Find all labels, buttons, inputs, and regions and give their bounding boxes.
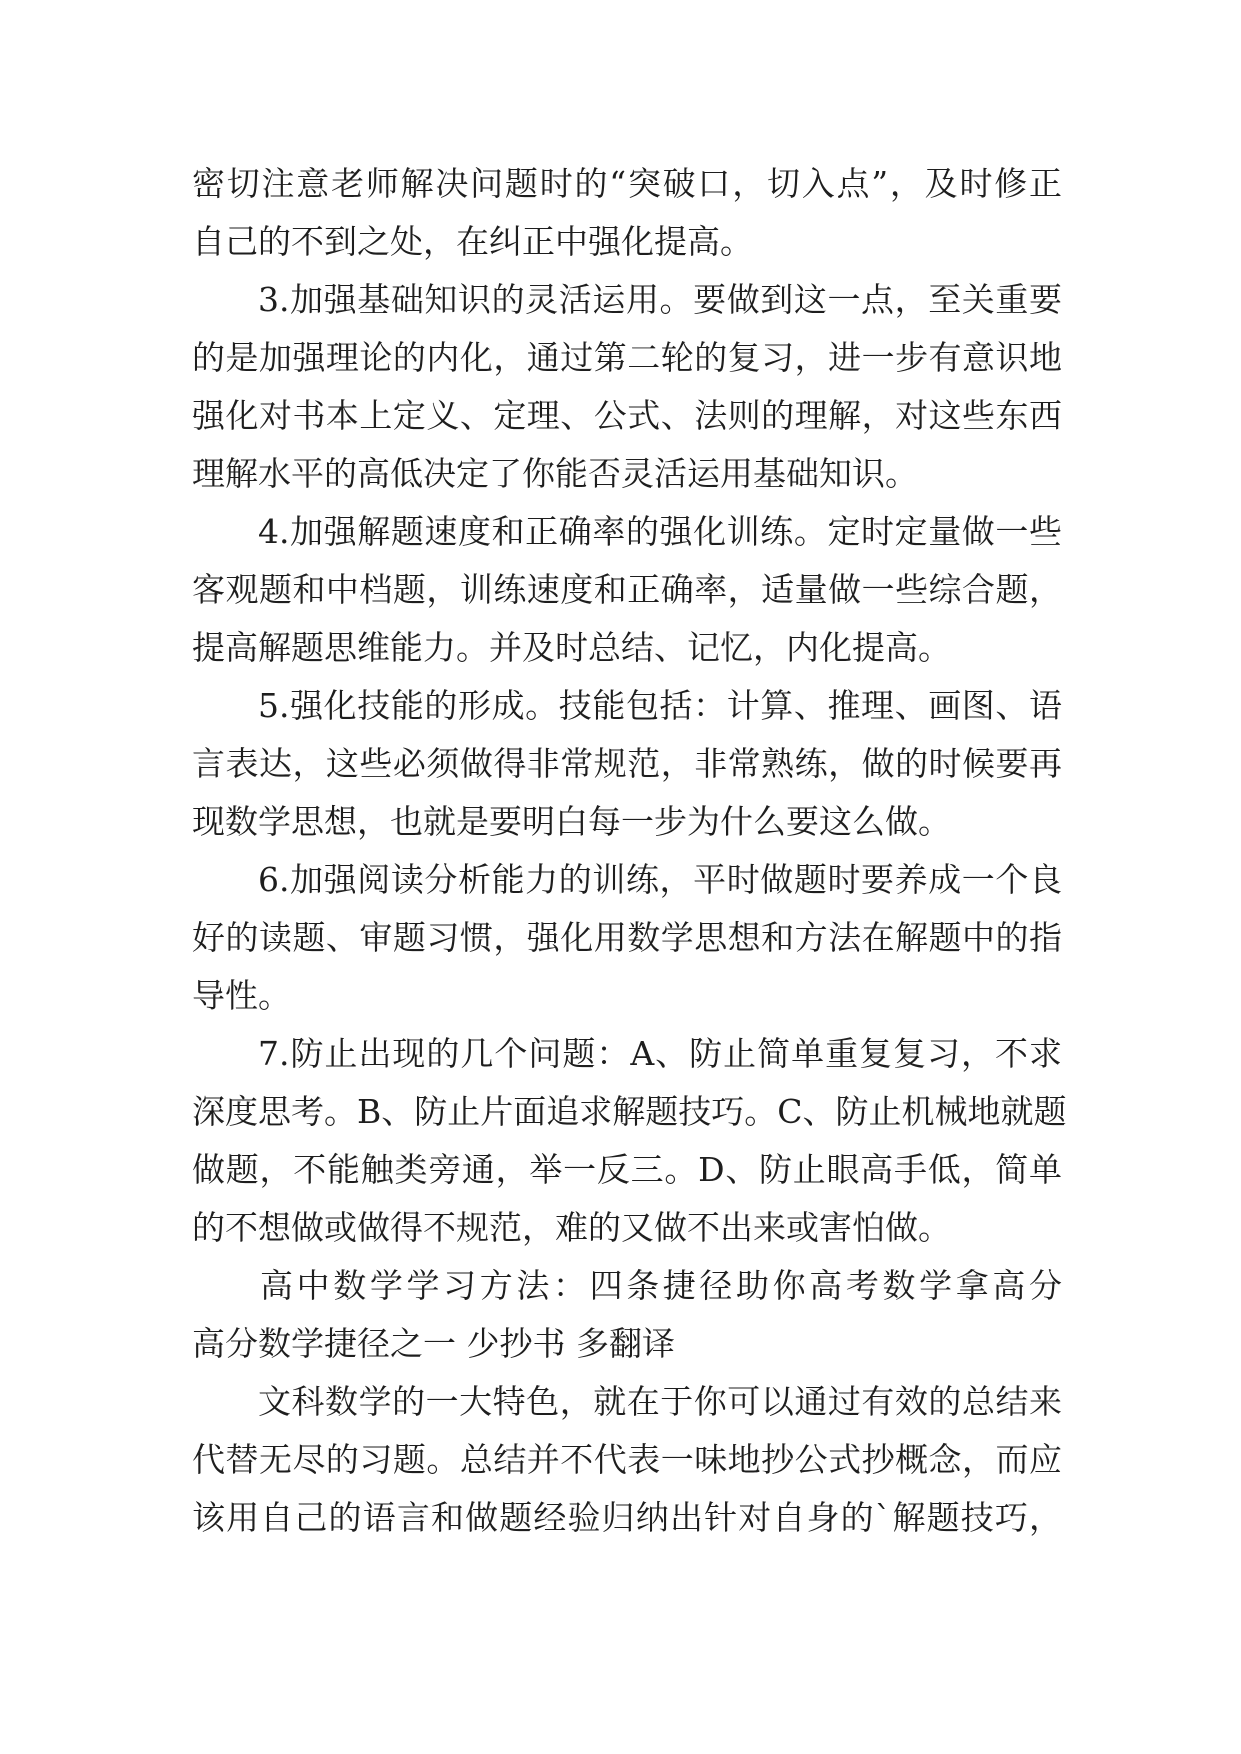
paragraph-intro: 文科数学的一大特色，就在于你可以通过有效的总结来 xyxy=(258,1382,1062,1421)
text-line: 代替无尽的习题。总结并不代表一味地抄公式抄概念，而应 xyxy=(192,1440,1062,1479)
text-line: 强化对书本上定义、定理、公式、法则的理解，对这些东西 xyxy=(192,396,1062,435)
text-line: 的不想做或做得不规范，难的又做不出来或害怕做。 xyxy=(192,1208,951,1247)
text-line: 该用自己的语言和做题经验归纳出针对自身的`解题技巧， xyxy=(192,1498,1062,1537)
text-line: 自己的不到之处，在纠正中强化提高。 xyxy=(192,222,753,261)
paragraph-item-6: 6.加强阅读分析能力的训练，平时做题时要养成一个良 xyxy=(258,860,1062,899)
text-line: 客观题和中档题，训练速度和正确率，适量做一些综合题， xyxy=(192,570,1062,609)
paragraph-item-5: 5.强化技能的形成。技能包括：计算、推理、画图、语 xyxy=(258,686,1062,725)
text-line: 现数学思想，也就是要明白每一步为什么要这么做。 xyxy=(192,802,951,841)
paragraph-item-7: 7.防止出现的几个问题：A、防止简单重复复习，不求 xyxy=(258,1034,1062,1073)
text-line: 提高解题思维能力。并及时总结、记忆，内化提高。 xyxy=(192,628,951,667)
text-line: 理解水平的高低决定了你能否灵活运用基础知识。 xyxy=(192,454,918,493)
text-line: 密切注意老师解决问题时的“突破口，切入点”，及时修正 xyxy=(192,164,1062,203)
document-body xyxy=(192,155,1067,1547)
text-line: 做题，不能触类旁通，举一反三。D、防止眼高手低，简单 xyxy=(192,1150,1062,1189)
text-line: 深度思考。B、防止片面追求解题技巧。C、防止机械地就题 xyxy=(192,1092,1067,1131)
subsection-heading: 高分数学捷径之一 少抄书 多翻译 xyxy=(192,1324,675,1363)
text-line: 的是加强理论的内化，通过第二轮的复习，进一步有意识地 xyxy=(192,338,1062,377)
section-heading: 高中数学学习方法：四条捷径助你高考数学拿高分 xyxy=(260,1266,1062,1305)
paragraph-item-3: 3.加强基础知识的灵活运用。要做到这一点，至关重要 xyxy=(258,280,1062,319)
paragraph-item-4: 4.加强解题速度和正确率的强化训练。定时定量做一些 xyxy=(258,512,1062,551)
text-line: 导性。 xyxy=(192,976,291,1015)
text-line: 言表达，这些必须做得非常规范，非常熟练，做的时候要再 xyxy=(192,744,1062,783)
text-line: 好的读题、审题习惯，强化用数学思想和方法在解题中的指 xyxy=(192,918,1062,957)
